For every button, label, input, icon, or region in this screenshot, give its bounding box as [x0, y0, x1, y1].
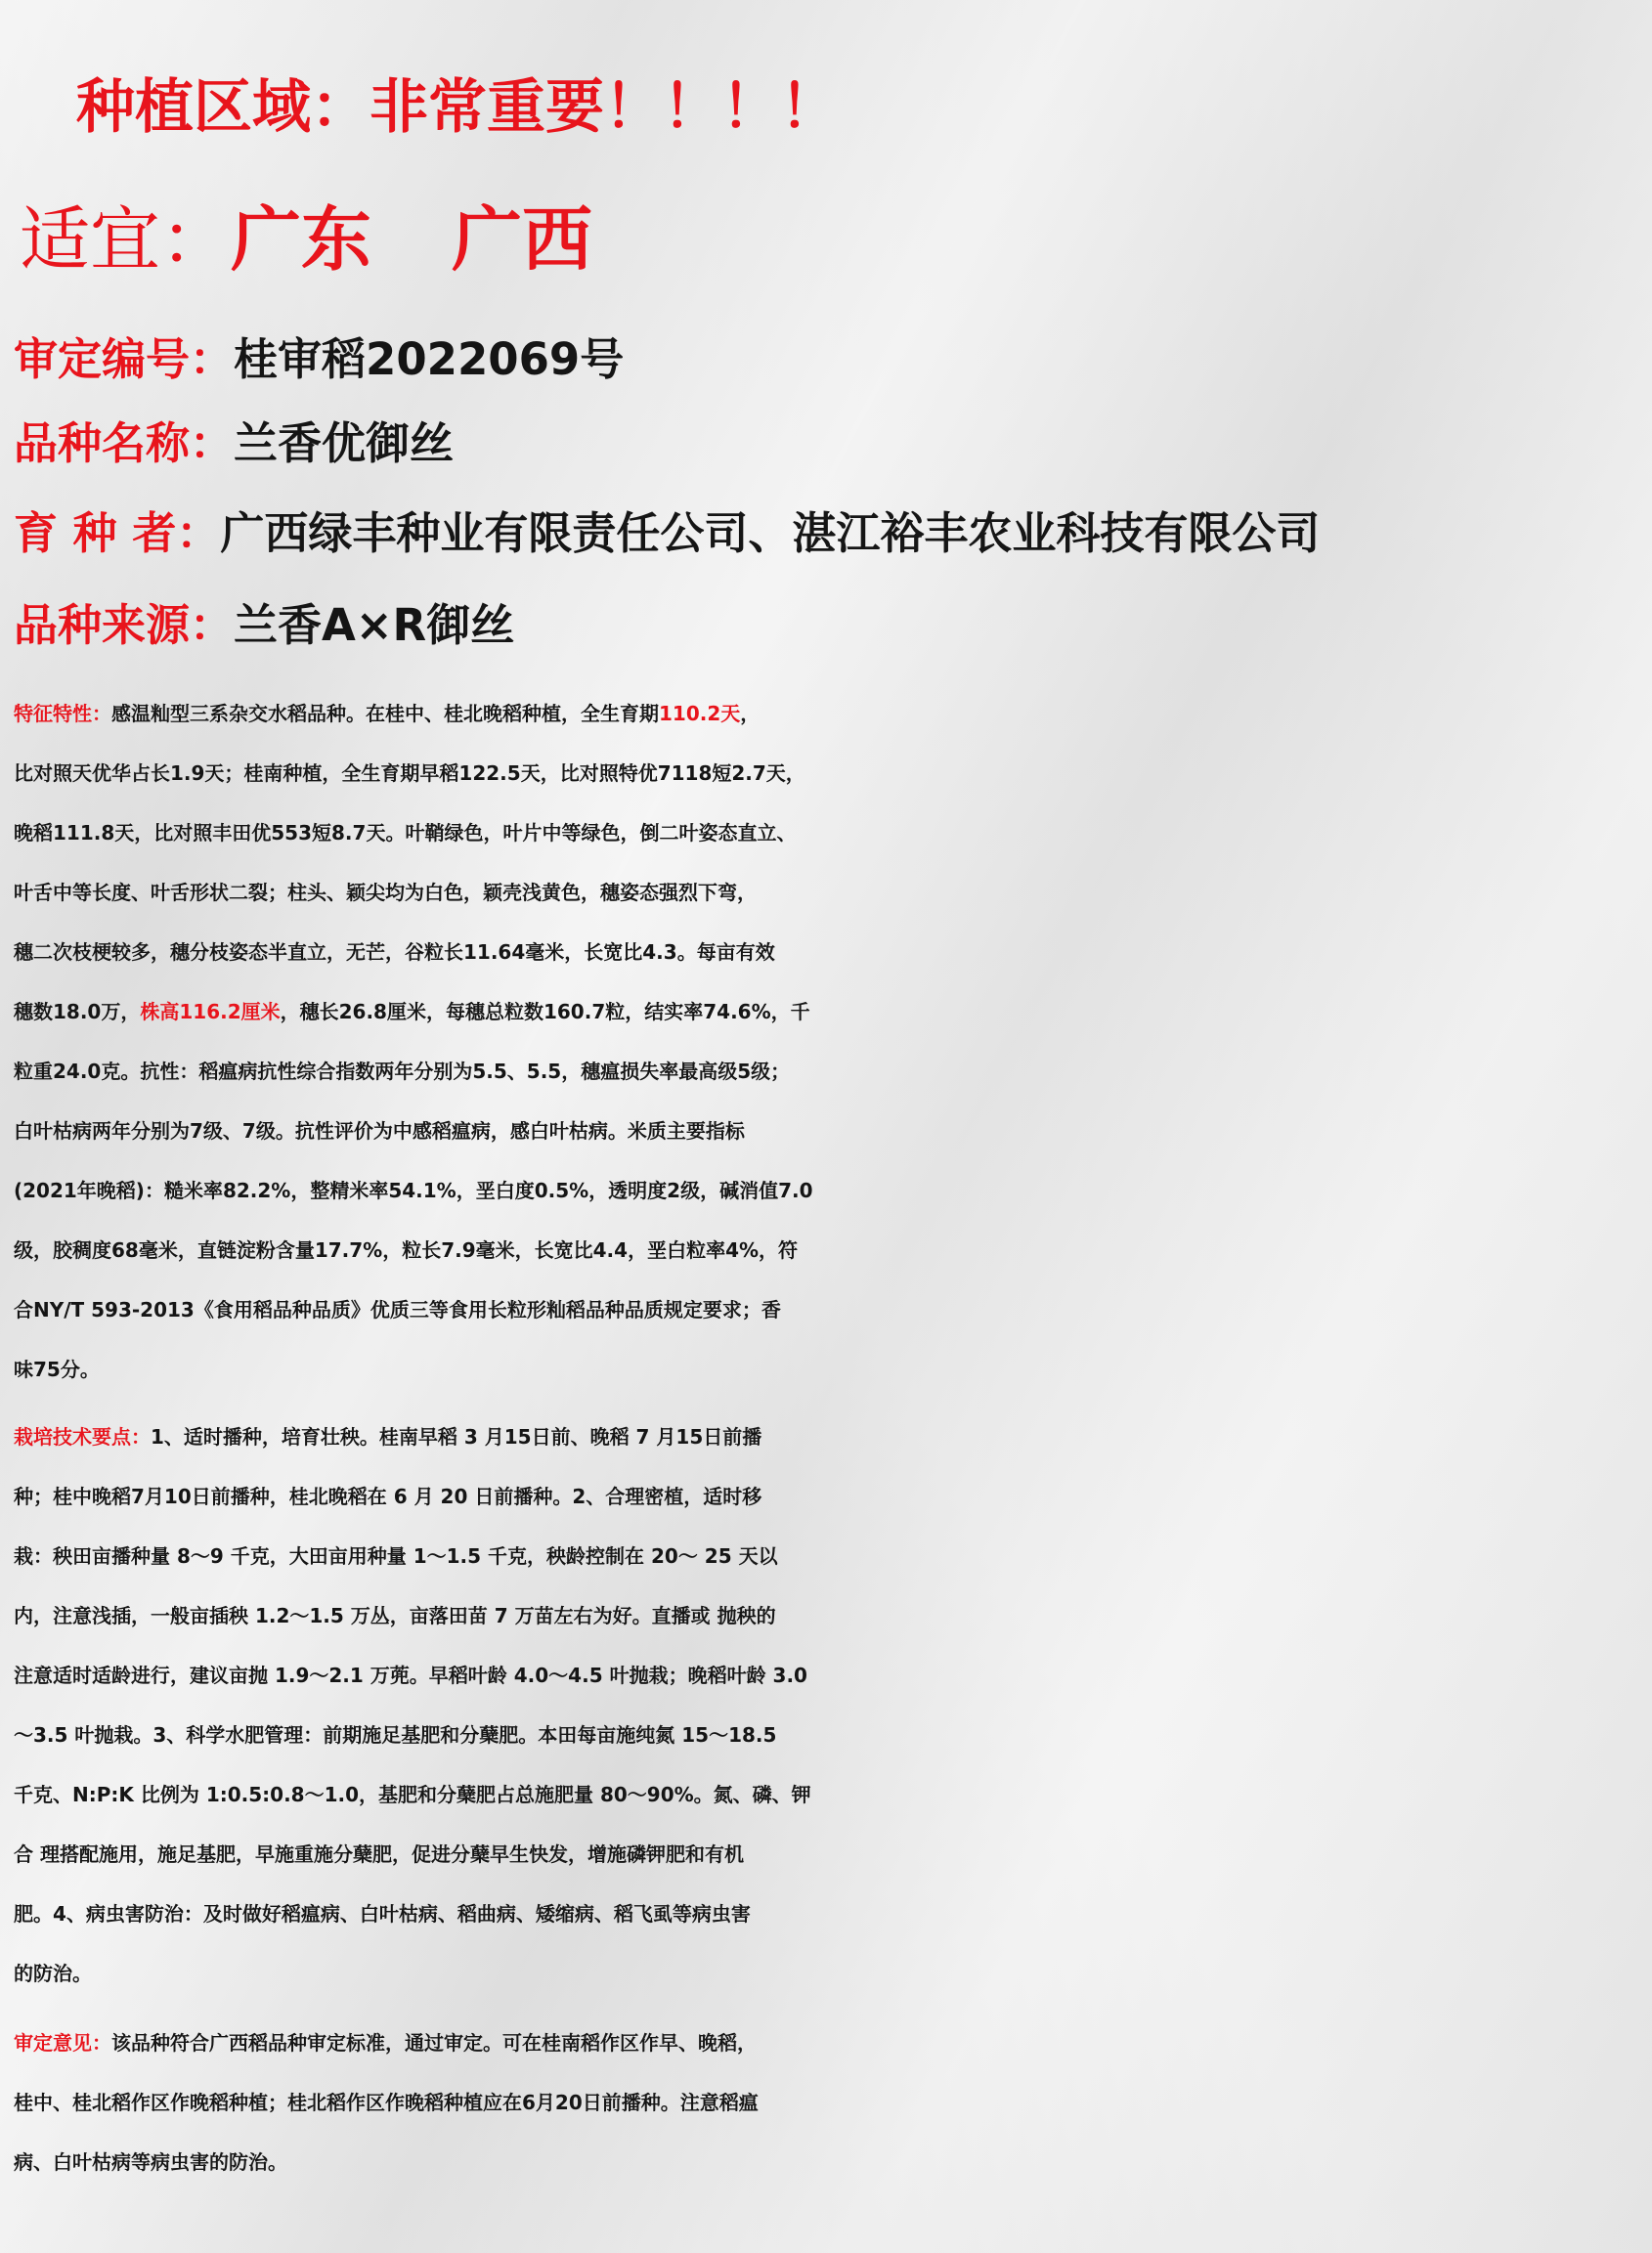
characteristics-label: 特征特性：	[14, 702, 111, 725]
opinion-line	[14, 2014, 1652, 2073]
characteristics-line: 叶舌中等长度、叶舌形状二裂；柱头、颖尖均为白色，颖壳浅黄色，穗姿态强烈下弯，	[14, 881, 757, 904]
characteristics-line: 白叶枯病两年分别为7级、7级。抗性评价为中感稻瘟病，感白叶枯病。米质主要指标	[14, 1119, 745, 1143]
region-guangxi: 广西	[452, 198, 593, 281]
characteristics-line: 穗二次枝梗较多，穗分枝姿态半直立，无芒，谷粒长11.64毫米，长宽比4.3。每亩有效	[14, 940, 775, 964]
variety-source	[14, 596, 514, 655]
variety-name	[14, 414, 454, 473]
characteristics-line	[14, 684, 1652, 744]
opinion-line: 桂中、桂北稻作区作晚稻种植；桂北稻作区作晚稻种植应在6月20日前播种。注意稻瘟	[14, 2091, 759, 2114]
characteristics-line: 合NY/T 593-2013《食用稻品种品质》优质三等食用长粒形籼稻品种品质规定要求；香	[14, 1298, 781, 1321]
cultivation-section	[14, 1408, 1652, 2004]
cultivation-line: 栽：秧田亩播种量 8～9 千克，大田亩用种量 1～1.5 千克，秧龄控制在 20～ 25 天以	[14, 1544, 778, 1568]
cultivation-line	[14, 1408, 1652, 1467]
cultivation-line: 注意适时适龄进行，建议亩抛 1.9～2.1 万蔸。早稻叶龄 4.0～4.5 叶抛栽；晚稻叶龄 3.0	[14, 1664, 807, 1687]
approval-number-value: 桂审稻2022069号	[234, 333, 625, 385]
cultivation-line: 种；桂中晚稻7月10日前播种，桂北晚稻在 6 月 20 日前播种。2、合理密植，适时移	[14, 1485, 762, 1508]
characteristics-line: (2021年晚稻)：糙米率82.2%，整精米率54.1%，垩白度0.5%，透明度2级，碱消值7.0	[14, 1179, 813, 1202]
variety-name-label: 品种名称：	[14, 417, 235, 469]
text-segment: ，穗长26.8厘米，每穗总粒数160.7粒，结实率74.6%，千	[280, 1000, 810, 1023]
characteristics-line: 粒重24.0克。抗性：稻瘟病抗性综合指数两年分别为5.5、5.5，穗瘟损失率最高级5级；	[14, 1060, 791, 1083]
region-guangdong: 广东	[231, 198, 372, 281]
variety-name-value: 兰香优御丝	[234, 417, 455, 469]
opinion-section	[14, 2014, 1652, 2192]
growth-period-highlight: 110.2天	[659, 702, 741, 725]
characteristics-line: 味75分。	[14, 1358, 100, 1381]
text-segment: ，	[740, 702, 761, 725]
text-segment: 该品种符合广西稻品种审定标准，通过审定。可在桂南稻作区作早、晚稻，	[111, 2031, 757, 2055]
characteristics-line: 比对照天优华占长1.9天；桂南种植，全生育期早稻122.5天，比对照特优7118短2.7天，	[14, 761, 805, 785]
text-segment: 穗数18.0万，	[14, 1000, 141, 1023]
characteristics-line	[14, 982, 1652, 1042]
approval-number	[14, 330, 624, 389]
breeder	[14, 504, 1320, 563]
opinion-line: 病、白叶枯病等病虫害的防治。	[14, 2150, 287, 2174]
text-segment: 感温籼型三系杂交水稻品种。在桂中、桂北晚稻种植，全生育期	[111, 702, 659, 725]
breeder-label: 育 种 者：	[14, 507, 221, 559]
cultivation-line: 千克、N:P:K 比例为 1:0.5:0.8～1.0，基肥和分蘖肥占总施肥量 80～90%。氮、磷、钾	[14, 1783, 811, 1806]
suitable-label: 适宜：	[20, 198, 232, 281]
opinion-label: 审定意见：	[14, 2031, 111, 2055]
cultivation-line: 肥。4、病虫害防治：及时做好稻瘟病、白叶枯病、稻曲病、矮缩病、稻飞虱等病虫害	[14, 1902, 751, 1926]
plant-height-highlight: 株高116.2厘米	[140, 1000, 281, 1023]
breeder-value: 广西绿丰种业有限责任公司、湛江裕丰农业科技有限公司	[220, 507, 1321, 559]
cultivation-line: 合 理搭配施用，施足基肥，早施重施分蘖肥，促进分蘖早生快发，增施磷钾肥和有机	[14, 1842, 744, 1866]
variety-source-label: 品种来源：	[14, 599, 235, 651]
text-segment: 1、适时播种，培育壮秧。桂南早稻 3 月15日前、晚稻 7 月15日前播	[151, 1425, 762, 1449]
variety-source-value: 兰香A×R御丝	[234, 599, 515, 651]
headline: 种植区域：非常重要！！！！	[76, 73, 839, 142]
characteristics-line: 晚稻111.8天，比对照丰田优553短8.7天。叶鞘绿色，叶片中等绿色，倒二叶姿态直立、	[14, 821, 797, 845]
cultivation-line: 的防治。	[14, 1962, 92, 1985]
cultivation-label: 栽培技术要点：	[14, 1425, 151, 1449]
suitable-regions	[20, 195, 592, 283]
cultivation-line: 内，注意浅插，一般亩插秧 1.2～1.5 万丛，亩落田苗 7 万苗左右为好。直播或 抛秧的	[14, 1604, 776, 1627]
characteristics-section	[14, 684, 1652, 1400]
cultivation-line: ～3.5 叶抛栽。3、科学水肥管理：前期施足基肥和分蘖肥。本田每亩施纯氮 15～18.5	[14, 1723, 777, 1747]
characteristics-line: 级，胶稠度68毫米，直链淀粉含量17.7%，粒长7.9毫米，长宽比4.4，垩白粒率4%，符	[14, 1238, 799, 1262]
approval-number-label: 审定编号：	[14, 333, 235, 385]
